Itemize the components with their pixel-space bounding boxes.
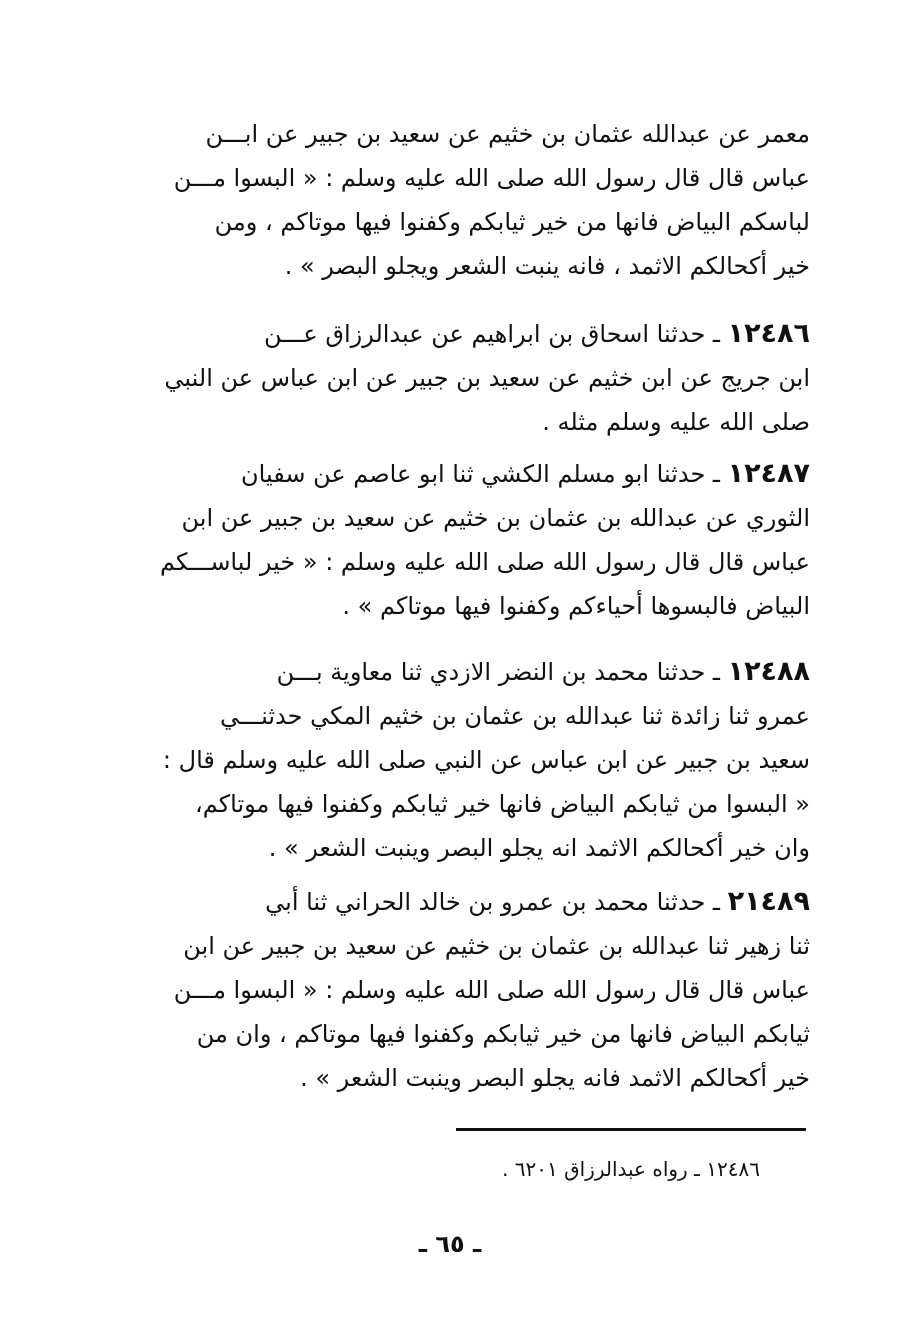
text-line: سعيد بن جبير عن ابن عباس عن النبي صلى الله عليه وسلم قال : — [162, 746, 810, 774]
hadith-number: ٢١٤٨٩ — [727, 886, 810, 917]
text-line: خير أكحالكم الاثمد فانه يجلو البصر وينبت الشعر » . — [300, 1064, 810, 1092]
text-line: ـ حدثنا ابو مسلم الكشي ثنا ابو عاصم عن سفيان — [241, 460, 728, 488]
hadith-paragraph-21489 — [98, 880, 810, 1100]
text-line: معمر عن عبدالله عثمان بن خثيم عن سعيد بن جبير عن ابـــن — [205, 120, 810, 148]
text-line: البياض فالبسوها أحياءكم وكفنوا فيها موتاكم » . — [342, 592, 810, 620]
text-line: ثنا زهير ثنا عبدالله بن عثمان بن خثيم عن سعيد بن جبير عن ابن — [183, 932, 810, 960]
hadith-paragraph-12486 — [98, 312, 810, 444]
text-line: « البسوا من ثيابكم البياض فانها خير ثيابكم وكفنوا فيها موتاكم، — [195, 790, 810, 818]
page-number: ـ ٦٥ ـ — [418, 1230, 482, 1258]
text-line: لباسكم البياض فانها من خير ثيابكم وكفنوا فيها موتاكم ، ومن — [214, 208, 810, 236]
text-line: عباس قال قال رسول الله صلى الله عليه وسلم : « البسوا مـــن — [173, 976, 810, 1004]
text-line: ثيابكم البياض فانها من خير ثيابكم وكفنوا فيها موتاكم ، وان من — [196, 1020, 810, 1048]
hadith-number: ١٢٤٨٨ — [727, 656, 810, 687]
text-line-with-number — [98, 312, 810, 356]
text-line: ـ حدثنا محمد بن عمرو بن خالد الحراني ثنا أبي — [265, 888, 728, 916]
footnote-divider — [456, 1128, 806, 1131]
hadith-paragraph-12487 — [98, 452, 810, 628]
text-line: ـ حدثنا اسحاق بن ابراهيم عن عبدالرزاق عـــن — [264, 320, 728, 348]
footnote: ١٢٤٨٦ ـ رواه عبدالرزاق ٦٢٠١ . — [502, 1157, 760, 1181]
text-line: خير أكحالكم الاثمد ، فانه ينبت الشعر ويجلو البصر » . — [284, 252, 810, 280]
text-line: عباس قال قال رسول الله صلى الله عليه وسلم : « البسوا مـــن — [173, 164, 810, 192]
text-line: عباس قال قال رسول الله صلى الله عليه وسلم : « خير لباســـكم — [160, 548, 810, 576]
text-line: الثوري عن عبدالله بن عثمان بن خثيم عن سعيد بن جبير عن ابن — [181, 504, 810, 532]
text-line: ابن جريج عن ابن خثيم عن سعيد بن جبير عن ابن عباس عن النبي — [164, 364, 810, 392]
text-line-with-number — [98, 880, 810, 924]
hadith-number: ١٢٤٨٧ — [727, 458, 810, 489]
text-line: ـ حدثنا محمد بن النضر الازدي ثنا معاوية بـــن — [276, 658, 728, 686]
text-line-with-number — [98, 650, 810, 694]
text-line: وان خير أكحالكم الاثمد انه يجلو البصر وينبت الشعر » . — [268, 834, 810, 862]
hadith-paragraph-12488 — [98, 650, 810, 870]
text-line: صلى الله عليه وسلم مثله . — [542, 408, 810, 436]
hadith-paragraph-continuation — [98, 112, 810, 288]
text-line: عمرو ثنا زائدة ثنا عبدالله بن عثمان بن خثيم المكي حدثنـــي — [220, 702, 810, 730]
text-line-with-number — [98, 452, 810, 496]
hadith-number: ١٢٤٨٦ — [727, 318, 810, 349]
